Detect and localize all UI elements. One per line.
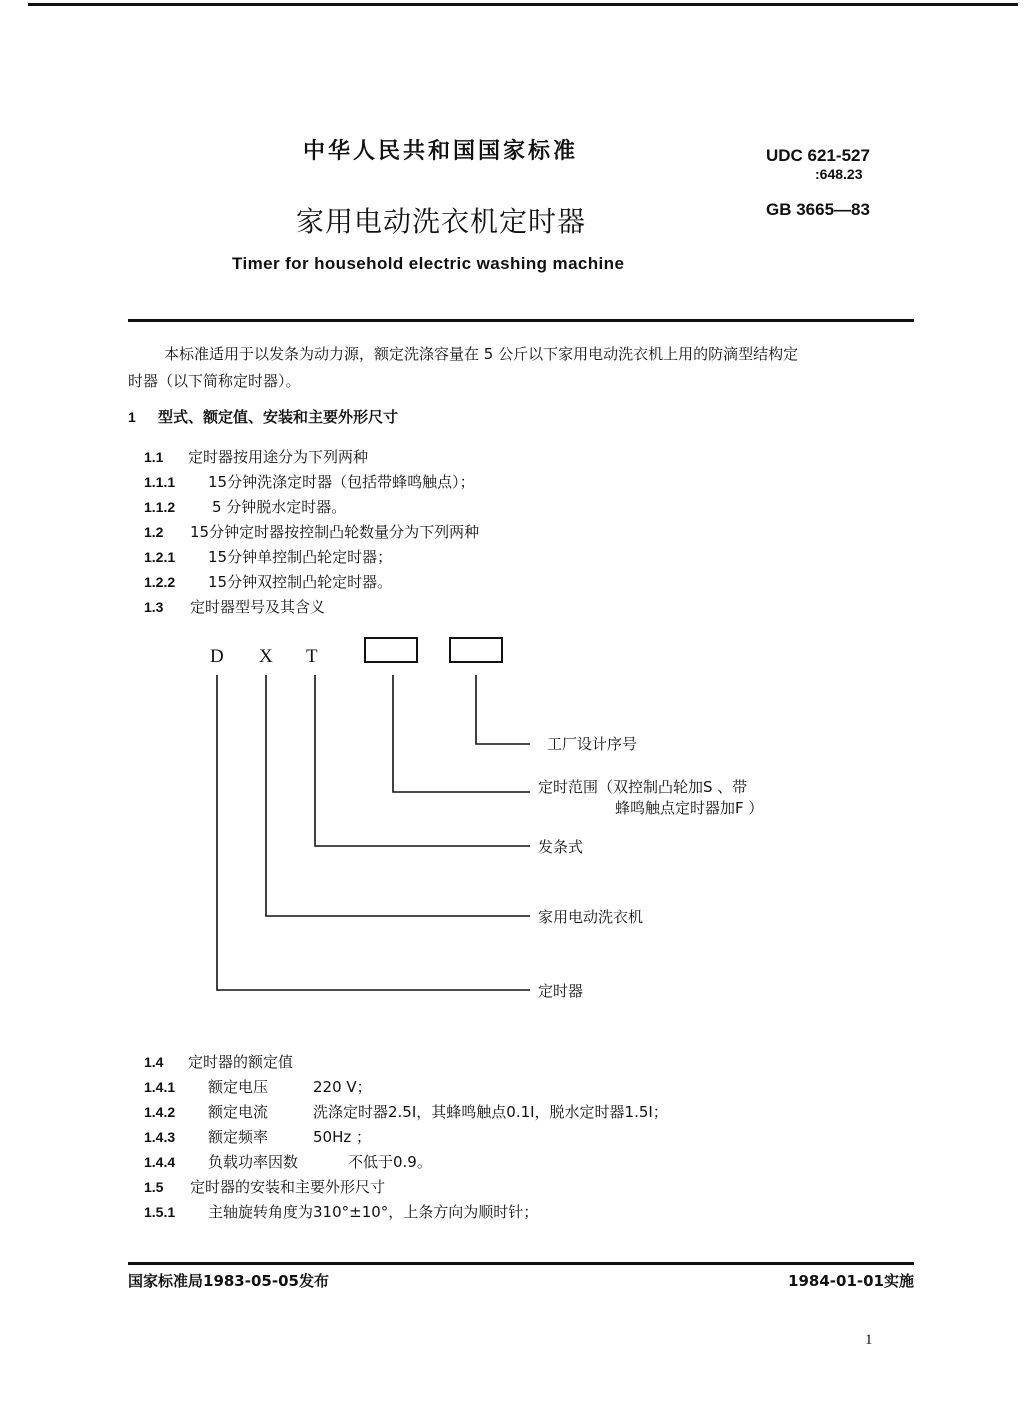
clause-text: 15分钟单控制凸轮定时器； — [208, 548, 393, 566]
clause-number: 1.4 — [144, 1054, 164, 1070]
document-title-cn: 家用电动洗衣机定时器 — [296, 205, 587, 238]
clause-number: 1.4.1 — [144, 1079, 176, 1095]
clause-text: 15分钟洗涤定时器（包括带蜂鸣触点）； — [208, 473, 475, 491]
clause-text: 定时器的额定值 — [188, 1053, 294, 1071]
clause-text: 15分钟双控制凸轮定时器。 — [208, 573, 393, 591]
clause-1-4-4 — [144, 1151, 432, 1172]
clause-number: 1.4.2 — [144, 1104, 176, 1120]
label-timer: 定时器 — [538, 982, 584, 1000]
clause-text: 负载功率因数 — [208, 1153, 299, 1171]
diagram-letter-x: X — [259, 646, 273, 667]
clause-value: 洗涤定时器2.5Ⅰ，其蜂鸣触点0.1Ⅰ，脱水定时器1.5Ⅰ； — [313, 1103, 668, 1121]
section-number: 1 — [128, 409, 136, 425]
leader-timer — [217, 675, 530, 990]
clause-text: 额定电压 — [208, 1078, 269, 1096]
effective-date: 1984-01-01实施 — [788, 1272, 914, 1290]
clause-text: 定时器的安装和主要外形尺寸 — [190, 1178, 386, 1196]
clause-number: 1.1.1 — [144, 474, 176, 490]
clause-1-4-1 — [144, 1076, 372, 1097]
udc-code: UDC 621-527 — [766, 146, 870, 165]
clause-1-5-1 — [144, 1201, 538, 1222]
diagram-letter-t: T — [306, 646, 318, 667]
label-timing-range-cont: 蜂鸣触点定时器加F ） — [615, 799, 764, 817]
leader-spring — [315, 675, 530, 846]
clause-number: 1.2 — [144, 524, 164, 540]
gb-code: GB 3665—83 — [766, 200, 870, 219]
clause-text: 额定电流 — [208, 1103, 269, 1121]
section-title: 型式、额定值、安装和主要外形尺寸 — [158, 408, 399, 426]
clause-text: 定时器型号及其含义 — [190, 598, 326, 616]
udc-code-suffix: :648.23 — [815, 166, 863, 182]
clause-text: 额定频率 — [208, 1128, 269, 1146]
clause-1-4 — [144, 1051, 293, 1072]
leader-range — [393, 675, 530, 792]
clause-text: 主轴旋转角度为310°±10°，上条方向为顺时针； — [208, 1203, 539, 1221]
clause-1-4-2 — [144, 1101, 668, 1122]
leader-factory — [476, 675, 530, 744]
clause-number: 1.1.2 — [144, 499, 176, 515]
clause-number: 1.4.4 — [144, 1154, 176, 1170]
label-timing-range: 定时范围（双控制凸轮加S 、带 — [538, 778, 748, 796]
clause-text: 15分钟定时器按控制凸轮数量分为下列两种 — [190, 523, 480, 541]
clause-value: 不低于0.9。 — [348, 1153, 432, 1171]
label-spring-type: 发条式 — [538, 838, 584, 856]
clause-text: 定时器按用途分为下列两种 — [188, 448, 369, 466]
leader-washer — [266, 675, 530, 916]
clause-value: 220 V； — [313, 1078, 372, 1096]
clause-number: 1.5 — [144, 1179, 164, 1195]
diagram-letter-d: D — [210, 646, 224, 667]
document-title-en: Timer for household electric washing machine — [232, 254, 625, 273]
label-washing-machine: 家用电动洗衣机 — [538, 908, 644, 926]
clause-value: 50Hz ； — [313, 1128, 372, 1146]
standard-name: 中华人民共和国国家标准 — [303, 139, 579, 164]
clause-number: 1.5.1 — [144, 1204, 176, 1220]
label-factory-design-number: 工厂设计序号 — [547, 735, 638, 753]
footer-rule — [128, 1262, 914, 1265]
intro-line-2: 时器（以下简称定时器）。 — [128, 372, 301, 390]
intro-line-1: 本标准适用于以发条为动力源，额定洗涤容量在 5 公斤以下家用电动洗衣机上用的防滴型结构定 — [164, 345, 799, 363]
clause-number: 1.4.3 — [144, 1129, 176, 1145]
clause-number: 1.2.1 — [144, 549, 176, 565]
issue-date: 国家标准局1983-05-05发布 — [128, 1272, 329, 1290]
clause-text: 5 分钟脱水定时器。 — [212, 498, 347, 516]
clause-number: 1.2.2 — [144, 574, 176, 590]
page-number: 1 — [865, 1332, 873, 1348]
clause-1-5 — [144, 1176, 385, 1197]
clause-number: 1.1 — [144, 449, 164, 465]
clause-number: 1.3 — [144, 599, 164, 615]
clause-1-4-3 — [144, 1126, 371, 1147]
